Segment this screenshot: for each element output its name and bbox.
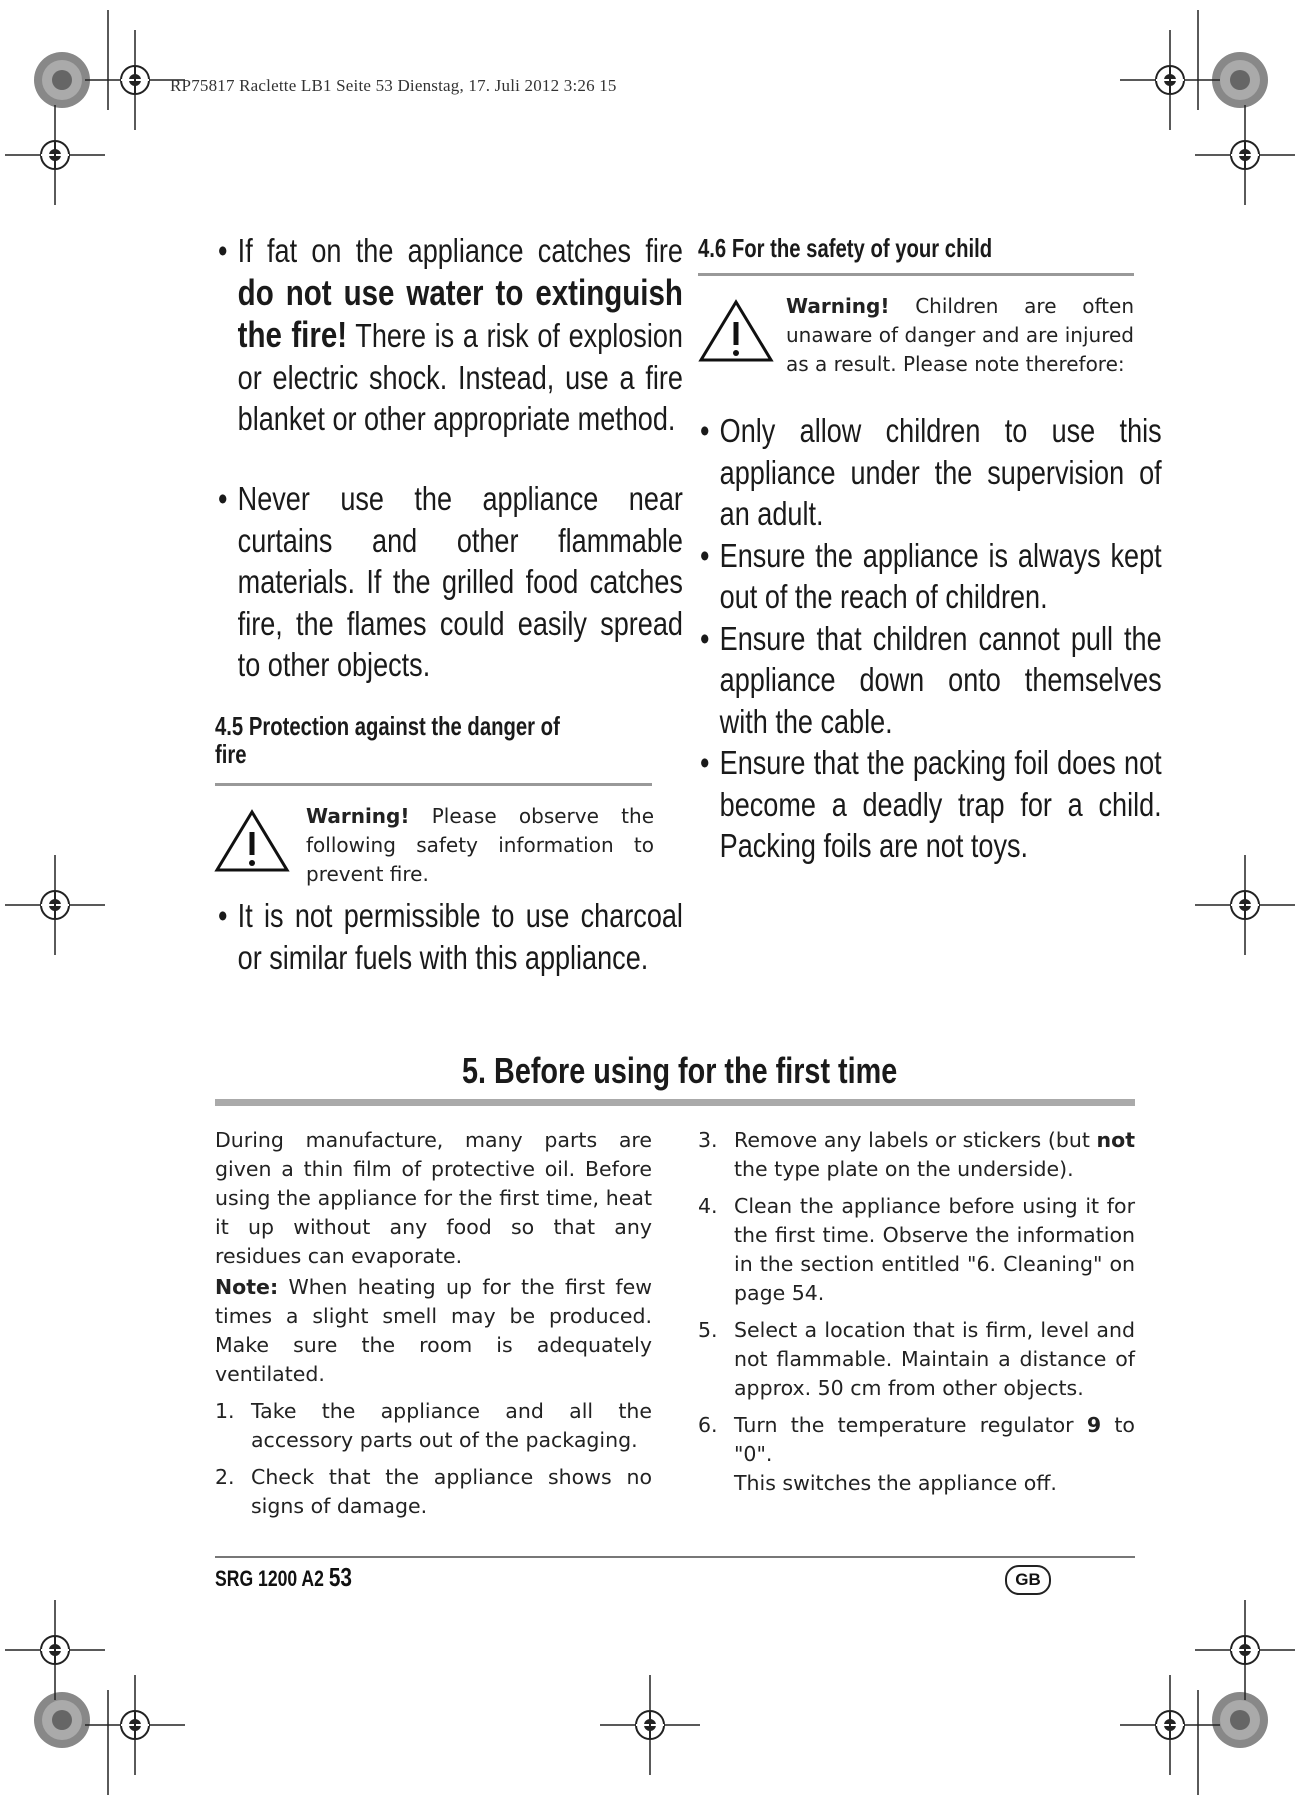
section-divider	[215, 1099, 1135, 1106]
bullet-charcoal: • It is not permissible to use charcoal or similar fuels with this appliance.	[218, 897, 683, 976]
left-column	[218, 230, 683, 440]
model-number: SRG 1200 A2	[215, 1566, 324, 1591]
section-5-title: 5. Before using for the first time	[462, 1050, 898, 1091]
bullet-text: Never use the appliance near curtains and other flammable materials. If the grilled food catches fire, the flames could easily spread to other objects.	[237, 480, 683, 683]
starburst-mark	[1212, 1692, 1268, 1748]
list-item: • Only allow children to use this appliance under the supervision of an adult.	[700, 412, 1162, 532]
note-paragraph	[215, 1273, 652, 1389]
print-header: RP75817 Raclette LB1 Seite 53 Dienstag, 17. Juli 2012 3:26 15	[170, 76, 617, 95]
section-5-right-text	[698, 1126, 1135, 1498]
child-safety-bullets	[700, 410, 1162, 867]
list-item: • Ensure that children cannot pull the appliance down onto themselves with the cable.	[700, 619, 1162, 740]
warning-label: Warning!	[306, 804, 410, 828]
note-label: Note:	[215, 1275, 279, 1299]
warning-text: Children are often unaware of danger and are injured as a result. Please note therefore:	[786, 294, 1134, 376]
footer-rule	[215, 1556, 1135, 1558]
starburst-mark	[34, 52, 90, 108]
language-badge: GB	[1005, 1565, 1051, 1595]
divider	[215, 783, 652, 786]
intro-paragraph: During manufacture, many parts are given a thin film of protective oil. Before using the appliance for the first time, heat it up without any food so that any residues can evaporate.	[215, 1128, 652, 1268]
warning-box-fire	[306, 802, 654, 889]
starburst-mark	[1212, 52, 1268, 108]
bullet-pre: If fat on the appliance catches fire	[237, 232, 683, 269]
warning-text: Please observe the following safety information to prevent fire.	[306, 804, 655, 886]
bullet-curtains: • Never use the appliance near curtains and other flammable materials. If the grilled food catches fire, the flames could easily spread to other objects.	[218, 480, 683, 683]
starburst-mark	[34, 1692, 90, 1748]
step-4: 4. Clean the appliance before using it for the first time. Observe the information in the section entitled "6. Cleaning" on page 54.	[698, 1194, 1135, 1305]
warning-box-children	[786, 292, 1134, 379]
bullet-text: It is not permissible to use charcoal or similar fuels with this appliance.	[237, 897, 683, 976]
list-item: • Ensure that the packing foil does not become a deadly trap for a child. Packing foils are not toys.	[700, 744, 1162, 864]
divider	[698, 273, 1134, 276]
step-3: 3. Remove any labels or stickers (but not the type plate on the underside).	[698, 1128, 1135, 1181]
list-item: • Ensure the appliance is always kept out of the reach of children.	[700, 536, 1162, 615]
step-1: 1. Take the appliance and all the accessory parts out of the packaging.	[215, 1399, 652, 1452]
page-number: 53	[328, 1562, 352, 1592]
section-5-left-text	[215, 1126, 652, 1521]
bullet-fat-fire: • If fat on the appliance catches fire do not use water to extinguish the fire! There is a risk of explosion or electric shock. Instead, use a fire blanket or other appropriate method.	[218, 232, 683, 437]
step-6: 6. Turn the temperature regulator 9 to "0". This switches the appliance off.	[698, 1413, 1135, 1495]
footer-model-page	[215, 1562, 352, 1593]
bullet-post: There is a risk of explosion or electric shock. Instead, use a fire blanket or other appropriate method.	[237, 317, 683, 437]
warning-triangle-icon	[698, 298, 774, 364]
section-4-5-title: 4.5 Protection against the danger of fire	[215, 711, 560, 769]
note-text: When heating up for the first few times a slight smell may be produced. Make sure the room is adequately ventilated.	[215, 1275, 652, 1386]
warning-triangle-icon	[214, 808, 290, 874]
section-4-6-title: 4.6 For the safety of your child	[698, 233, 993, 263]
step-2: 2. Check that the appliance shows no signs of damage.	[215, 1465, 652, 1518]
bullet-bold-warning: do not use water to extinguish the fire!	[237, 271, 683, 355]
step-5: 5. Select a location that is firm, level and not flammable. Maintain a distance of approx. 50 cm from other objects.	[698, 1318, 1135, 1400]
warning-label: Warning!	[786, 294, 890, 318]
